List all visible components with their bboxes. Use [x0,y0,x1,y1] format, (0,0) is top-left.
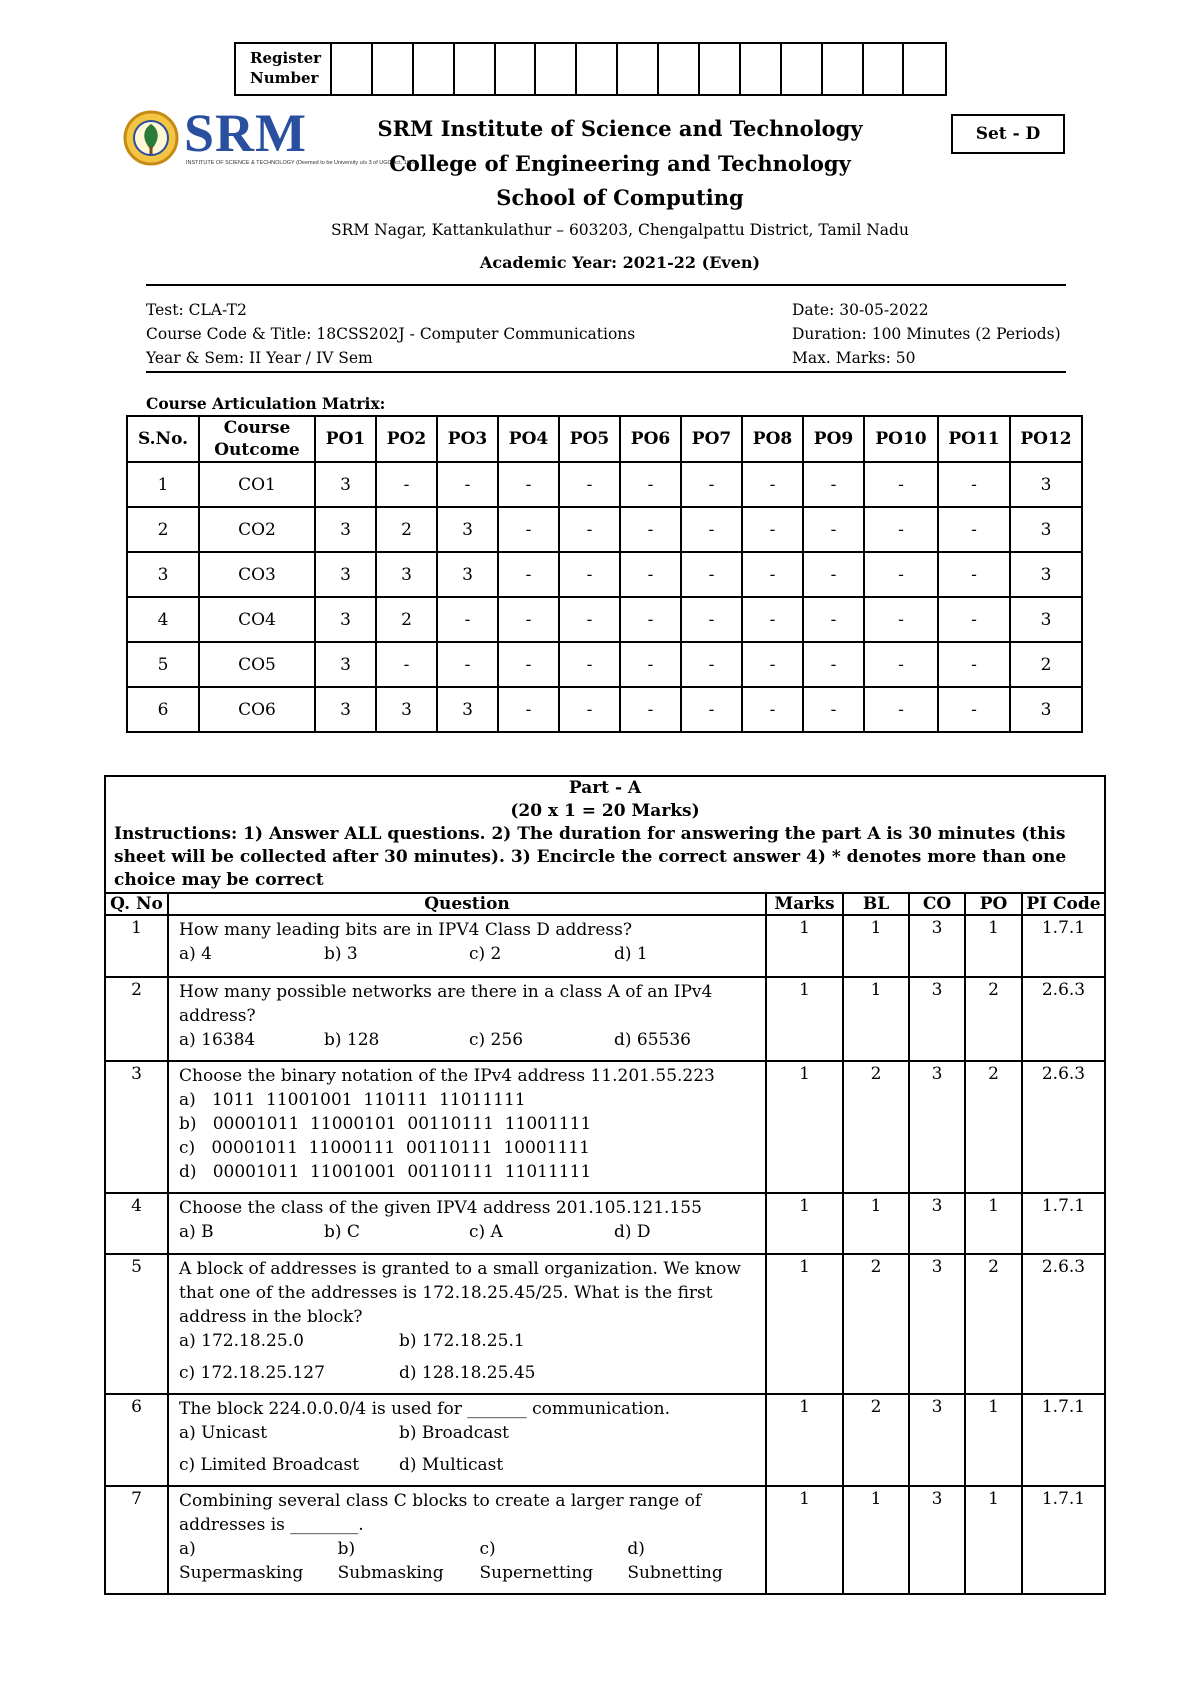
option-row [179,1220,759,1244]
matrix-row [127,687,1082,732]
question-text: Combining several class C blocks to create a larger range of addresses is ________. [179,1491,702,1535]
question-co: 3 [909,915,965,977]
option-row [179,1537,759,1585]
matrix-cell: - [742,597,803,642]
test-name: Test: CLA-T2 [146,301,247,319]
question-bl: 1 [843,977,909,1061]
matrix-cell: - [376,642,437,687]
matrix-cell: - [742,507,803,552]
divider [146,371,1066,373]
question-po: 1 [965,915,1022,977]
question-co: 3 [909,1394,965,1486]
question-co: 3 [909,1061,965,1193]
question-text: How many leading bits are in IPV4 Class D address? [179,920,632,940]
matrix-cell: - [559,642,620,687]
matrix-cell: 3 [437,552,498,597]
logo-subtext: INSTITUTE OF SCIENCE & TECHNOLOGY (Deemed to be University u/s 3 of UGC Act, 1956) [186,160,418,166]
matrix-cell: - [742,552,803,597]
answer-option[interactable]: a) 16384 [179,1030,256,1050]
max-marks: Max. Marks: 50 [792,349,916,367]
question-header-cell: Question [168,893,766,915]
question-header-cell: PO [965,893,1022,915]
matrix-header-cell: PO10 [864,416,938,462]
matrix-cell: - [498,597,559,642]
matrix-cell: - [437,462,498,507]
matrix-cell: - [620,597,681,642]
matrix-cell: CO3 [199,552,315,597]
matrix-cell: 3 [315,687,376,732]
matrix-cell: - [620,687,681,732]
part-a-section [104,775,1106,1595]
answer-option[interactable]: c) 2 [469,944,502,964]
question-pi: 2.6.3 [1022,977,1104,1061]
answer-option[interactable]: d) Subnetting [627,1539,723,1583]
question-marks: 1 [766,915,843,977]
register-digit-cell[interactable] [741,44,782,94]
question-co: 3 [909,1193,965,1254]
question-row [106,1486,1104,1593]
course-articulation-matrix [126,415,1083,733]
question-marks: 1 [766,977,843,1061]
matrix-cell: - [559,552,620,597]
question-bl: 2 [843,1394,909,1486]
college-name: College of Engineering and Technology [389,151,851,176]
matrix-cell: - [620,507,681,552]
matrix-cell: 2 [1010,642,1082,687]
matrix-cell: 3 [1010,507,1082,552]
matrix-header-cell: PO6 [620,416,681,462]
question-bl: 2 [843,1061,909,1193]
question-text: Choose the class of the given IPV4 address 201.105.121.155 [179,1198,702,1218]
answer-option[interactable]: b) C [324,1222,360,1242]
school-name: School of Computing [496,185,744,210]
matrix-cell: 3 [1010,462,1082,507]
exam-date: Date: 30-05-2022 [792,301,929,319]
matrix-cell: - [620,642,681,687]
matrix-row [127,552,1082,597]
matrix-header-cell: PO8 [742,416,803,462]
question-po: 2 [965,1254,1022,1394]
answer-option[interactable]: a) 1011 11001001 110111 11011111 [179,1090,526,1110]
question-cell [168,1486,766,1593]
set-label: Set - D [951,114,1065,154]
question-cell [168,1193,766,1254]
matrix-cell: - [376,462,437,507]
question-row [106,1394,1104,1486]
matrix-cell: - [498,507,559,552]
matrix-header-cell: PO12 [1010,416,1082,462]
matrix-cell: - [559,687,620,732]
question-header-cell: Q. No [106,893,168,915]
matrix-cell: 3 [315,642,376,687]
matrix-cell: CO5 [199,642,315,687]
matrix-header-cell: PO1 [315,416,376,462]
matrix-row [127,462,1082,507]
question-text: How many possible networks are there in a class A of an IPv4 address? [179,982,713,1026]
exam-duration: Duration: 100 Minutes (2 Periods) [792,325,1061,343]
answer-option[interactable]: d) D [614,1222,651,1242]
option-row [179,1421,759,1445]
matrix-header-cell: Course Outcome [199,416,315,462]
question-header-cell: BL [843,893,909,915]
matrix-cell: 3 [127,552,199,597]
matrix-cell: - [938,552,1010,597]
matrix-cell: 2 [376,597,437,642]
matrix-cell: 3 [437,507,498,552]
answer-option[interactable]: d) Multicast [399,1455,504,1475]
question-row [106,1061,1104,1193]
matrix-cell: - [864,597,938,642]
matrix-cell: - [498,642,559,687]
logo-text: SRM [184,103,307,163]
answer-option[interactable]: a) B [179,1222,214,1242]
matrix-cell: - [864,642,938,687]
question-number: 4 [106,1193,168,1254]
matrix-cell: - [498,552,559,597]
question-po: 1 [965,1394,1022,1486]
matrix-cell: - [742,687,803,732]
matrix-cell: 6 [127,687,199,732]
register-digit-cell[interactable] [414,44,455,94]
option-row [179,942,759,966]
register-number-box [234,42,947,96]
matrix-cell: 3 [1010,687,1082,732]
register-digit-cell[interactable] [332,44,373,94]
answer-option[interactable]: d) 65536 [614,1030,691,1050]
matrix-row [127,642,1082,687]
part-a-header [106,777,1104,823]
matrix-cell: - [938,642,1010,687]
matrix-cell: - [498,462,559,507]
course-title: Course Code & Title: 18CSS202J - Computer Communications [146,325,636,343]
matrix-cell: 2 [127,507,199,552]
matrix-cell: - [681,552,742,597]
matrix-header-cell: S.No. [127,416,199,462]
question-cell [168,1061,766,1193]
question-po: 2 [965,977,1022,1061]
address: SRM Nagar, Kattankulathur – 603203, Chengalpattu District, Tamil Nadu [331,221,909,239]
matrix-cell: CO2 [199,507,315,552]
question-text: The block 224.0.0.0/4 is used for _______ communication. [179,1399,670,1419]
matrix-cell: 3 [315,462,376,507]
answer-option[interactable]: a) Unicast [179,1423,268,1443]
matrix-cell: CO6 [199,687,315,732]
question-number: 3 [106,1061,168,1193]
matrix-cell: 3 [315,597,376,642]
matrix-cell: 3 [437,687,498,732]
exam-meta-right [792,298,1061,370]
matrix-cell: 5 [127,642,199,687]
year-sem: Year & Sem: II Year / IV Sem [146,349,373,367]
question-header-cell: Marks [766,893,843,915]
part-a-marks: (20 x 1 = 20 Marks) [510,801,700,821]
register-digit-cell[interactable] [700,44,741,94]
question-pi: 1.7.1 [1022,1193,1104,1254]
matrix-cell: - [559,462,620,507]
question-header-cell: PI Code [1022,893,1104,915]
matrix-cell: - [864,552,938,597]
question-marks: 1 [766,1254,843,1394]
question-marks: 1 [766,1486,843,1593]
register-digit-cell[interactable] [659,44,700,94]
question-number: 1 [106,915,168,977]
register-digit-cell[interactable] [536,44,577,94]
matrix-cell: 3 [315,552,376,597]
matrix-cell: 3 [315,507,376,552]
answer-option[interactable]: d) 00001011 11001001 00110111 11011111 [179,1162,592,1182]
question-text: Choose the binary notation of the IPv4 address 11.201.55.223 [179,1066,715,1086]
question-table [106,892,1104,1593]
question-row [106,977,1104,1061]
matrix-cell: - [681,462,742,507]
matrix-cell: - [742,462,803,507]
matrix-cell: 3 [1010,552,1082,597]
question-bl: 2 [843,1254,909,1394]
question-number: 2 [106,977,168,1061]
question-pi: 1.7.1 [1022,1394,1104,1486]
matrix-cell: 3 [376,687,437,732]
answer-option[interactable]: d) 128.18.25.45 [399,1363,536,1383]
question-number: 6 [106,1394,168,1486]
question-cell [168,1394,766,1486]
matrix-cell: 3 [376,552,437,597]
matrix-cell: - [864,462,938,507]
academic-year: Academic Year: 2021-22 (Even) [479,253,761,272]
register-digit-cell[interactable] [577,44,618,94]
register-digit-cell[interactable] [373,44,414,94]
answer-option[interactable]: c) 00001011 11000111 00110111 10001111 [179,1138,590,1158]
part-a-instructions: Instructions: 1) Answer ALL questions. 2) The duration for answering the part A is 30 minutes (this sheet will be collected after 30 minutes). 3) Encircle the correct answer 4) * denotes more than one choice may be correct [114,824,1067,890]
question-row [106,1254,1104,1394]
answer-option[interactable]: b) Submasking [337,1539,444,1583]
matrix-header-cell: PO11 [938,416,1010,462]
register-digit-cell[interactable] [823,44,864,94]
matrix-header-cell: PO2 [376,416,437,462]
register-cells[interactable] [332,44,945,94]
matrix-cell: - [864,507,938,552]
question-number: 5 [106,1254,168,1394]
register-number-label: Register Number [236,44,332,94]
option-row [179,1453,759,1477]
question-text: A block of addresses is granted to a small organization. We know that one of the addresses is 172.18.25.45/25. What is the first address in the block? [179,1259,741,1327]
question-marks: 1 [766,1193,843,1254]
question-po: 1 [965,1486,1022,1593]
matrix-cell: - [437,642,498,687]
institute-name: SRM Institute of Science and Technology [377,116,863,141]
register-digit-cell[interactable] [904,44,945,94]
matrix-cell: 2 [376,507,437,552]
matrix-cell: - [437,597,498,642]
matrix-cell: CO1 [199,462,315,507]
question-cell [168,915,766,977]
matrix-cell: 4 [127,597,199,642]
divider [146,284,1066,286]
answer-option[interactable]: b) 3 [324,944,358,964]
matrix-title: Course Articulation Matrix: [146,394,386,413]
question-bl: 1 [843,1193,909,1254]
question-header-cell: CO [909,893,965,915]
part-a-title: Part - A [568,778,642,798]
register-digit-cell[interactable] [496,44,537,94]
matrix-header-cell: PO4 [498,416,559,462]
question-pi: 1.7.1 [1022,915,1104,977]
matrix-header-cell: PO5 [559,416,620,462]
answer-option[interactable]: c) A [469,1222,503,1242]
matrix-cell: - [681,687,742,732]
question-co: 3 [909,1254,965,1394]
matrix-cell: - [559,507,620,552]
matrix-cell: - [803,462,864,507]
answer-option[interactable]: c) 256 [469,1030,524,1050]
question-bl: 1 [843,915,909,977]
matrix-cell: - [620,552,681,597]
matrix-cell: 1 [127,462,199,507]
question-co: 3 [909,1486,965,1593]
answer-option[interactable]: a) 172.18.25.0 [179,1331,304,1351]
answer-option[interactable]: a) 4 [179,944,212,964]
option-row [179,1361,759,1385]
answer-option[interactable]: c) 172.18.25.127 [179,1363,325,1383]
matrix-cell: - [620,462,681,507]
answer-option[interactable]: b) 128 [324,1030,380,1050]
option-row [179,1329,759,1353]
question-cell [168,977,766,1061]
matrix-cell: CO4 [199,597,315,642]
matrix-cell: - [803,552,864,597]
matrix-cell: - [938,687,1010,732]
register-digit-cell[interactable] [864,44,905,94]
matrix-cell: - [681,597,742,642]
answer-option[interactable]: c) Supernetting [479,1539,594,1583]
question-pi: 1.7.1 [1022,1486,1104,1593]
exam-meta-left [146,298,635,370]
matrix-cell: - [803,597,864,642]
answer-option[interactable]: d) 1 [614,944,648,964]
question-pi: 2.6.3 [1022,1254,1104,1394]
matrix-header-cell: PO9 [803,416,864,462]
question-number: 7 [106,1486,168,1593]
matrix-cell: - [938,462,1010,507]
question-po: 1 [965,1193,1022,1254]
answer-option[interactable]: a) Supermasking [179,1539,304,1583]
question-co: 3 [909,977,965,1061]
matrix-cell: - [938,507,1010,552]
question-marks: 1 [766,1394,843,1486]
matrix-cell: - [681,507,742,552]
question-bl: 1 [843,1486,909,1593]
matrix-cell: - [742,642,803,687]
answer-option[interactable]: c) Limited Broadcast [179,1455,360,1475]
matrix-header-cell: PO7 [681,416,742,462]
matrix-cell: - [864,687,938,732]
question-pi: 2.6.3 [1022,1061,1104,1193]
matrix-row [127,597,1082,642]
matrix-cell: - [559,597,620,642]
matrix-cell: - [803,642,864,687]
answer-option[interactable]: b) 00001011 11000101 00110111 11001111 [179,1114,592,1134]
register-digit-cell[interactable] [455,44,496,94]
register-digit-cell[interactable] [618,44,659,94]
matrix-cell: - [803,507,864,552]
answer-option[interactable]: b) 172.18.25.1 [399,1331,525,1351]
matrix-cell: - [498,687,559,732]
matrix-cell: - [803,687,864,732]
question-row [106,1193,1104,1254]
question-cell [168,1254,766,1394]
question-po: 2 [965,1061,1022,1193]
option-row [179,1028,759,1052]
matrix-row [127,507,1082,552]
register-digit-cell[interactable] [782,44,823,94]
matrix-cell: - [938,597,1010,642]
answer-option[interactable]: b) Broadcast [399,1423,510,1443]
matrix-header-cell: PO3 [437,416,498,462]
matrix-cell: - [681,642,742,687]
question-row [106,915,1104,977]
matrix-cell: 3 [1010,597,1082,642]
question-marks: 1 [766,1061,843,1193]
